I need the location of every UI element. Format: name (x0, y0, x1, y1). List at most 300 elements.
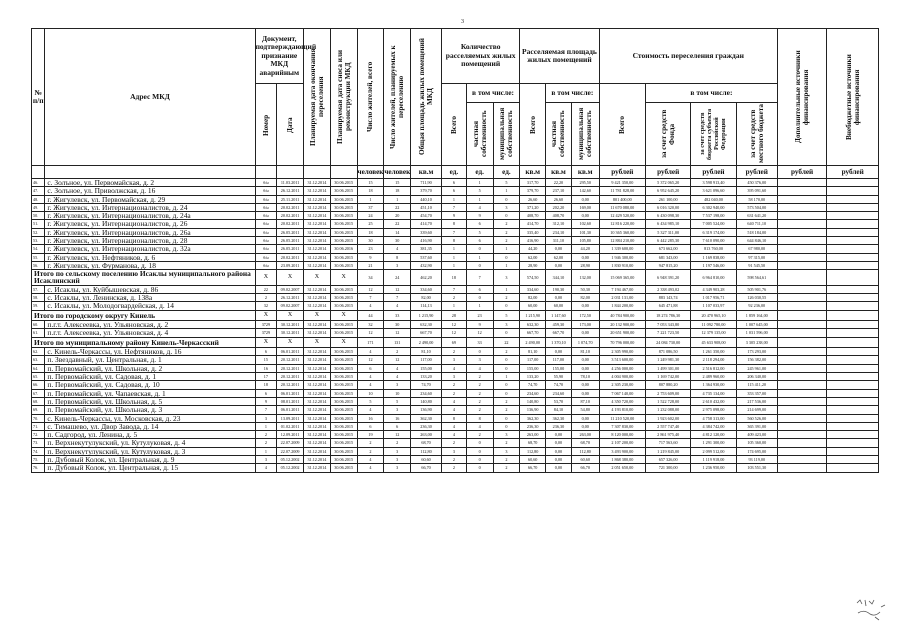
value-cell: 70 796 000,00 (599, 337, 645, 348)
value-cell (827, 245, 879, 253)
value-cell: 30.06.2015 (330, 187, 357, 195)
value-cell: 31.12.2014 (303, 220, 330, 228)
col-residents-plan-header: Число жителей, планируемых к переселению (384, 29, 411, 166)
value-cell: 206 340,00 (736, 373, 777, 381)
value-cell: 379,70 (411, 187, 442, 195)
value-cell: 2 (466, 406, 493, 414)
value-cell: 7 610 090,00 (691, 237, 736, 245)
row-number: 64. (32, 364, 45, 372)
value-cell: 813 760,00 (691, 245, 736, 253)
value-cell: 4 (357, 381, 384, 389)
value-cell: 414,70 (520, 220, 546, 228)
value-cell: 3 (255, 456, 277, 464)
value-cell: 645 471,88 (646, 302, 691, 310)
row-number: 59. (32, 302, 45, 310)
value-cell (777, 431, 826, 439)
value-cell: 3 (384, 464, 411, 472)
row-number: 68. (32, 397, 45, 405)
address-cell: г. Жигулевск, ул. Интернационалистов, д. 26 (45, 220, 255, 228)
value-cell: 54,80 (571, 406, 599, 414)
row-number: 51. (32, 220, 45, 228)
value-cell: 30.06.2015 (330, 439, 357, 447)
col-extra-header: Внебюджетные источники финансирования (827, 29, 879, 166)
value-cell: Х (303, 310, 330, 321)
value-cell: 68,70 (411, 439, 442, 447)
value-cell: 30.06.2015 (330, 389, 357, 397)
value-cell: 8 (384, 253, 411, 261)
value-cell: 15 069 365,00 (599, 270, 645, 285)
value-cell: 0 (493, 302, 520, 310)
value-cell: 31.12.2014 (303, 389, 330, 397)
value-cell (777, 337, 826, 348)
value-cell: 6 (384, 422, 411, 430)
value-cell: 112,80 (411, 447, 442, 455)
value-cell: 6 952 645,20 (646, 187, 691, 195)
table-row (32, 439, 879, 447)
value-cell: б/н (255, 220, 277, 228)
value-cell: 632,30 (411, 321, 442, 329)
value-cell: 681 343,00 (646, 253, 691, 261)
value-cell: 4 (255, 464, 277, 472)
area-total-header: Всего (520, 84, 546, 166)
value-cell: 26,60 (546, 195, 572, 203)
value-cell: 0,00 (571, 422, 599, 430)
value-cell: 31.12.2014 (303, 373, 330, 381)
value-cell: 5 (466, 187, 493, 195)
value-cell (777, 302, 826, 310)
value-cell: 2 (493, 237, 520, 245)
value-cell: 74,70 (411, 381, 442, 389)
value-cell: 11.03.2011 (277, 179, 304, 187)
value-cell: 4 (442, 364, 467, 372)
value-cell: 0,00 (546, 447, 572, 455)
value-cell: б/н (255, 237, 277, 245)
row-number: 48. (32, 195, 45, 203)
value-cell (827, 356, 879, 364)
value-cell: 365 391,00 (736, 422, 777, 430)
value-cell: 30.06.2015 (330, 212, 357, 220)
units-row (32, 166, 879, 179)
value-cell: 644 846,10 (736, 237, 777, 245)
value-cell: 7 (384, 293, 411, 301)
value-cell: 0 (493, 212, 520, 220)
value-cell: 362,30 (520, 414, 546, 422)
value-cell (777, 195, 826, 203)
col-document-header: Документ, подтверждающий признание МКД аварийным (255, 29, 303, 84)
value-cell (827, 406, 879, 414)
value-cell: 0,00 (571, 329, 599, 337)
value-cell: 25 (357, 220, 384, 228)
value-cell: 7 067 140,00 (599, 389, 645, 397)
value-cell: 26,60 (520, 195, 546, 203)
value-cell: 482 040,00 (691, 195, 736, 203)
value-cell: 4 193 810,00 (599, 406, 645, 414)
value-cell: 537,60 (411, 253, 442, 261)
value-cell (827, 381, 879, 389)
value-cell (777, 397, 826, 405)
value-cell: 45 633 908,00 (691, 337, 736, 348)
value-cell: 1 219 845,00 (646, 447, 691, 455)
value-cell: 60,60 (520, 456, 546, 464)
value-cell (827, 253, 879, 261)
value-cell: 12 429 520,00 (599, 212, 645, 220)
value-cell: 31.12.2014 (303, 397, 330, 405)
value-cell: б/н (255, 261, 277, 269)
value-cell: 9 (466, 321, 493, 329)
value-cell: 74,70 (546, 381, 572, 389)
value-cell (827, 373, 879, 381)
value-cell: 30.12.2011 (277, 329, 304, 337)
address-cell: г. Жигулевск, ул. Нефтяников, д. 6 (45, 253, 255, 261)
value-cell: 4 (384, 364, 411, 372)
col-no-header: № п/п (32, 29, 45, 166)
value-cell: 82,00 (571, 293, 599, 301)
value-cell: 82,00 (411, 293, 442, 301)
value-cell: 7 307 830,00 (599, 422, 645, 430)
address-cell: с. Золъное, ул. Первомайская, д. 2 (45, 179, 255, 187)
value-cell (777, 203, 826, 211)
value-cell: 1 232 088,00 (646, 406, 691, 414)
value-cell: 06.01.2011 (277, 348, 304, 356)
value-cell: 4 (384, 302, 411, 310)
value-cell: 16 (255, 364, 277, 372)
table-row (32, 253, 879, 261)
value-cell: 20 132 900,00 (599, 321, 645, 329)
value-cell: 1 031 596,00 (736, 329, 777, 337)
value-cell: 0,00 (546, 431, 572, 439)
value-cell: 22 (493, 337, 520, 348)
qty-private-header: частная собственность (466, 103, 493, 166)
value-cell: 18 (442, 270, 467, 285)
value-cell: 31.12.2014 (303, 406, 330, 414)
value-cell: 807 880,20 (646, 381, 691, 389)
value-cell: б/н (255, 187, 277, 195)
value-cell: 667,70 (411, 329, 442, 337)
value-cell (827, 261, 879, 269)
value-cell: 12 (442, 321, 467, 329)
value-cell: 30.06.2015 (330, 293, 357, 301)
value-cell: 2 (493, 464, 520, 472)
value-cell: 18 (357, 228, 384, 236)
value-cell (777, 270, 826, 285)
value-cell: 7 537 198,00 (691, 212, 736, 220)
value-cell: 2 (493, 406, 520, 414)
value-cell: 1 119 918,00 (691, 456, 736, 464)
value-cell: 0 (466, 261, 493, 269)
value-cell: 174 695,00 (736, 447, 777, 455)
value-cell: 101,30 (571, 228, 599, 236)
value-cell: 31.12.2014 (303, 302, 330, 310)
row-number: 67. (32, 389, 45, 397)
value-cell: 92 236,00 (736, 302, 777, 310)
value-cell: 4 350 720,00 (599, 397, 645, 405)
value-cell: Х (277, 270, 304, 285)
value-cell: 673 662,00 (646, 245, 691, 253)
value-cell: 115 411,20 (736, 381, 777, 389)
row-number: 58. (32, 293, 45, 301)
value-cell: 103 551,30 (736, 464, 777, 472)
value-cell: 12 (466, 329, 493, 337)
value-cell: 3729 (255, 321, 277, 329)
address-cell: п. Дубовый Колок, ул. Центральная, д. 9 (45, 456, 255, 464)
value-cell: 5 (493, 310, 520, 321)
value-cell: 01.02.2011 (277, 422, 304, 430)
value-cell: 0,00 (571, 389, 599, 397)
area-municipal-header: муниципальная собственность (571, 103, 599, 166)
value-cell: 721 300,00 (646, 464, 691, 472)
address-cell: п. Дубовый Колок, ул. Центральная, д. 15 (45, 464, 255, 472)
value-cell: 26.12.2011 (277, 187, 304, 195)
value-cell: 172,50 (571, 310, 599, 321)
value-cell: 2 (442, 348, 467, 356)
value-cell: 2 (384, 439, 411, 447)
value-cell: 1 (442, 253, 467, 261)
table-row (32, 364, 879, 372)
value-cell (777, 321, 826, 329)
value-cell: 102,60 (571, 220, 599, 228)
value-cell: 81,10 (520, 348, 546, 356)
address-cell: с. Исаклы, ул. Куйбышевская, д. 86 (45, 285, 255, 293)
value-cell: 34 (357, 270, 384, 285)
value-cell: 12 379 135,00 (691, 329, 736, 337)
value-cell (827, 293, 879, 301)
value-cell (827, 195, 879, 203)
value-cell: 30 (384, 321, 411, 329)
value-cell: 9 (357, 253, 384, 261)
address-cell: п. Первомайский, ул. Садовая, д. 1 (45, 373, 255, 381)
value-cell: 5 372 065,20 (646, 179, 691, 187)
value-cell: 0 (466, 439, 493, 447)
value-cell: 31.12.2014 (303, 431, 330, 439)
value-cell: 20.02.2011 (277, 212, 304, 220)
value-cell (777, 381, 826, 389)
value-cell: 7 (255, 406, 277, 414)
value-cell: 236,30 (546, 422, 572, 430)
value-cell: 31.12.2014 (303, 237, 330, 245)
value-cell: 339,60 (411, 228, 442, 236)
value-cell: 7 (442, 285, 467, 293)
value-cell: 26.05.2011 (277, 245, 304, 253)
value-cell: 6 964 810,00 (691, 270, 736, 285)
value-cell: 30.06.2015 (330, 381, 357, 389)
value-cell: 26.05.2011 (277, 228, 304, 236)
row-number: 56. (32, 261, 45, 269)
value-cell (827, 187, 879, 195)
value-cell: 1 (493, 285, 520, 293)
col-address-header: Адрес МКД (45, 29, 255, 166)
value-cell: 2 753 609,00 (646, 389, 691, 397)
value-cell (777, 439, 826, 447)
value-cell: 0 (493, 364, 520, 372)
value-cell: 801 400,00 (599, 195, 645, 203)
value-cell: Х (330, 337, 357, 348)
value-cell: 20.12.2011 (277, 373, 304, 381)
value-cell: 263,00 (571, 431, 599, 439)
row-number: 62. (32, 348, 45, 356)
address-cell: п.г.т. Алексеевка, ул. Ульяновская, д. 2 (45, 321, 255, 329)
cost-fund-header: за счет средств Фонда (646, 103, 691, 166)
value-cell: 169,00 (571, 203, 599, 211)
value-cell: 05.12.2002 (277, 456, 304, 464)
value-cell: 3 (493, 270, 520, 285)
value-cell: 10 (357, 389, 384, 397)
value-cell: 409 423,00 (736, 431, 777, 439)
value-cell: Х (330, 310, 357, 321)
value-cell: 2 (493, 220, 520, 228)
value-cell: 12 816 220,00 (599, 220, 645, 228)
col-residents-header: Число жителей, всего (357, 29, 384, 166)
value-cell: 30.06.2015 (330, 321, 357, 329)
value-cell: 18 (255, 381, 277, 389)
value-cell (827, 439, 879, 447)
value-cell: 0 (466, 456, 493, 464)
value-cell: 4 (466, 422, 493, 430)
value-cell: 0 (466, 293, 493, 301)
area-in-that-header: в том числе: (546, 84, 600, 103)
value-cell: 598 564,61 (736, 270, 777, 285)
value-cell: 30.06.2015 (330, 464, 357, 472)
value-cell: 3 (493, 431, 520, 439)
value-cell (827, 348, 879, 356)
value-cell: 82,00 (520, 293, 546, 301)
value-cell: 0,00 (571, 212, 599, 220)
value-cell: 13.09.2011 (277, 414, 304, 422)
value-cell: 263,00 (520, 431, 546, 439)
value-cell: 3 621 096,60 (691, 187, 736, 195)
value-cell: 0,00 (571, 302, 599, 310)
value-cell: 2 610 432,00 (691, 397, 736, 405)
value-cell (777, 245, 826, 253)
value-cell: 1 291 300,00 (691, 439, 736, 447)
value-cell: 2 (493, 439, 520, 447)
value-cell (827, 321, 879, 329)
address-cell: п. Первомайский, ул. Школьная, д. 5 (45, 397, 255, 405)
value-cell: 11 670 080,00 (599, 203, 645, 211)
value-cell: 20.02.2011 (277, 220, 304, 228)
value-cell: 667,70 (520, 329, 546, 337)
value-cell: 7 194 467,00 (599, 285, 645, 293)
table-row (32, 329, 879, 337)
value-cell: 24 084 730,00 (646, 337, 691, 348)
value-cell: 0 (493, 329, 520, 337)
value-cell: 335,40 (520, 228, 546, 236)
value-cell: 05.12.2002 (277, 464, 304, 472)
value-cell: 871 086,50 (646, 348, 691, 356)
value-cell: 4 (357, 302, 384, 310)
value-cell: 2 051 650,00 (599, 464, 645, 472)
value-cell: 3 (384, 381, 411, 389)
value-cell: 883 143,74 (646, 293, 691, 301)
value-cell: 31.12.2014 (303, 321, 330, 329)
value-cell: 81,10 (411, 348, 442, 356)
qty-municipal-header: муниципальная собственность (493, 103, 520, 166)
value-cell: Х (330, 270, 357, 285)
value-cell: 66,70 (571, 464, 599, 472)
value-cell: 190,30 (546, 285, 572, 293)
value-cell: 30 (357, 237, 384, 245)
row-number: 60. (32, 321, 45, 329)
value-cell: 2 099 512,00 (691, 447, 736, 455)
value-cell: 2 516 812,00 (691, 364, 736, 372)
unit-cell: ед. (493, 166, 520, 179)
value-cell (777, 220, 826, 228)
value-cell: 12 (384, 431, 411, 439)
value-cell: 117,00 (411, 356, 442, 364)
value-cell: 6 (466, 237, 493, 245)
value-cell: 2 490,00 (411, 337, 442, 348)
value-cell: 12 (384, 329, 411, 337)
value-cell: 4 (466, 203, 493, 211)
table-row (32, 406, 879, 414)
value-cell: 263,00 (411, 431, 442, 439)
value-cell: 0,00 (571, 253, 599, 261)
col-cost-group-header: Стоимость переселения граждан (599, 29, 777, 84)
cost-regional-header: за счет средств бюджета субъекта Российской Федерации (691, 103, 736, 166)
value-cell: 31.12.2014 (303, 187, 330, 195)
value-cell (777, 364, 826, 372)
value-cell (777, 414, 826, 422)
value-cell: 66,70 (411, 464, 442, 472)
value-cell: 0 (493, 381, 520, 389)
row-number: 52. (32, 228, 45, 236)
value-cell: 1 (493, 245, 520, 253)
value-cell: 50,30 (571, 285, 599, 293)
value-cell: 67 980,00 (736, 245, 777, 253)
value-cell: 10 365 360,00 (599, 228, 645, 236)
value-cell: 295,50 (571, 179, 599, 187)
value-cell: 0 (493, 253, 520, 261)
value-cell: 28,90 (520, 261, 546, 269)
row-number: 65. (32, 373, 45, 381)
value-cell: 30.06.2015 (330, 203, 357, 211)
value-cell (827, 285, 879, 293)
value-cell: 2 (466, 431, 493, 439)
value-cell: 1 (493, 373, 520, 381)
value-cell: 245 961,00 (736, 364, 777, 372)
value-cell: 11 210 520,00 (599, 414, 645, 422)
value-cell: 68,70 (571, 439, 599, 447)
value-cell: 55,90 (546, 373, 572, 381)
value-cell: 32 (255, 302, 277, 310)
value-cell: 24 (384, 270, 411, 285)
value-cell (777, 187, 826, 195)
value-cell: 414,70 (411, 220, 442, 228)
value-cell: 31.12.2014 (303, 253, 330, 261)
value-cell: 1 215,90 (520, 310, 546, 321)
value-cell: 237,10 (546, 187, 572, 195)
value-cell: 06.01.2011 (277, 406, 304, 414)
address-cell: с. Исаклы, ул. Молодогвардейская, д. 14 (45, 302, 255, 310)
unit-cell: ед. (466, 166, 493, 179)
value-cell: 0,00 (571, 364, 599, 372)
value-cell: 4 (357, 464, 384, 472)
value-cell: 234,60 (520, 389, 546, 397)
value-cell: 5 (357, 397, 384, 405)
value-cell: 6 (357, 364, 384, 372)
value-cell: 31.12.2014 (303, 212, 330, 220)
value-cell: 6 016 320,00 (646, 203, 691, 211)
value-cell: 6 319 174,00 (691, 228, 736, 236)
address-cell: г. Жигулевск, ул. Интернационалистов, д. 24а (45, 212, 255, 220)
value-cell: 22.07.2009 (277, 439, 304, 447)
address-cell: п.г.т. Алексеевка, ул. Ульяновская, д. 4 (45, 329, 255, 337)
value-cell: 30.06.2015 (330, 431, 357, 439)
value-cell: 2 305 990,00 (599, 348, 645, 356)
value-cell (827, 203, 879, 211)
value-cell: 5 (466, 228, 493, 236)
value-cell: 30.06.2015 (330, 237, 357, 245)
address-cell: п. Верхнекутулукский, ул. Кутулуковая, д. 4 (45, 439, 255, 447)
